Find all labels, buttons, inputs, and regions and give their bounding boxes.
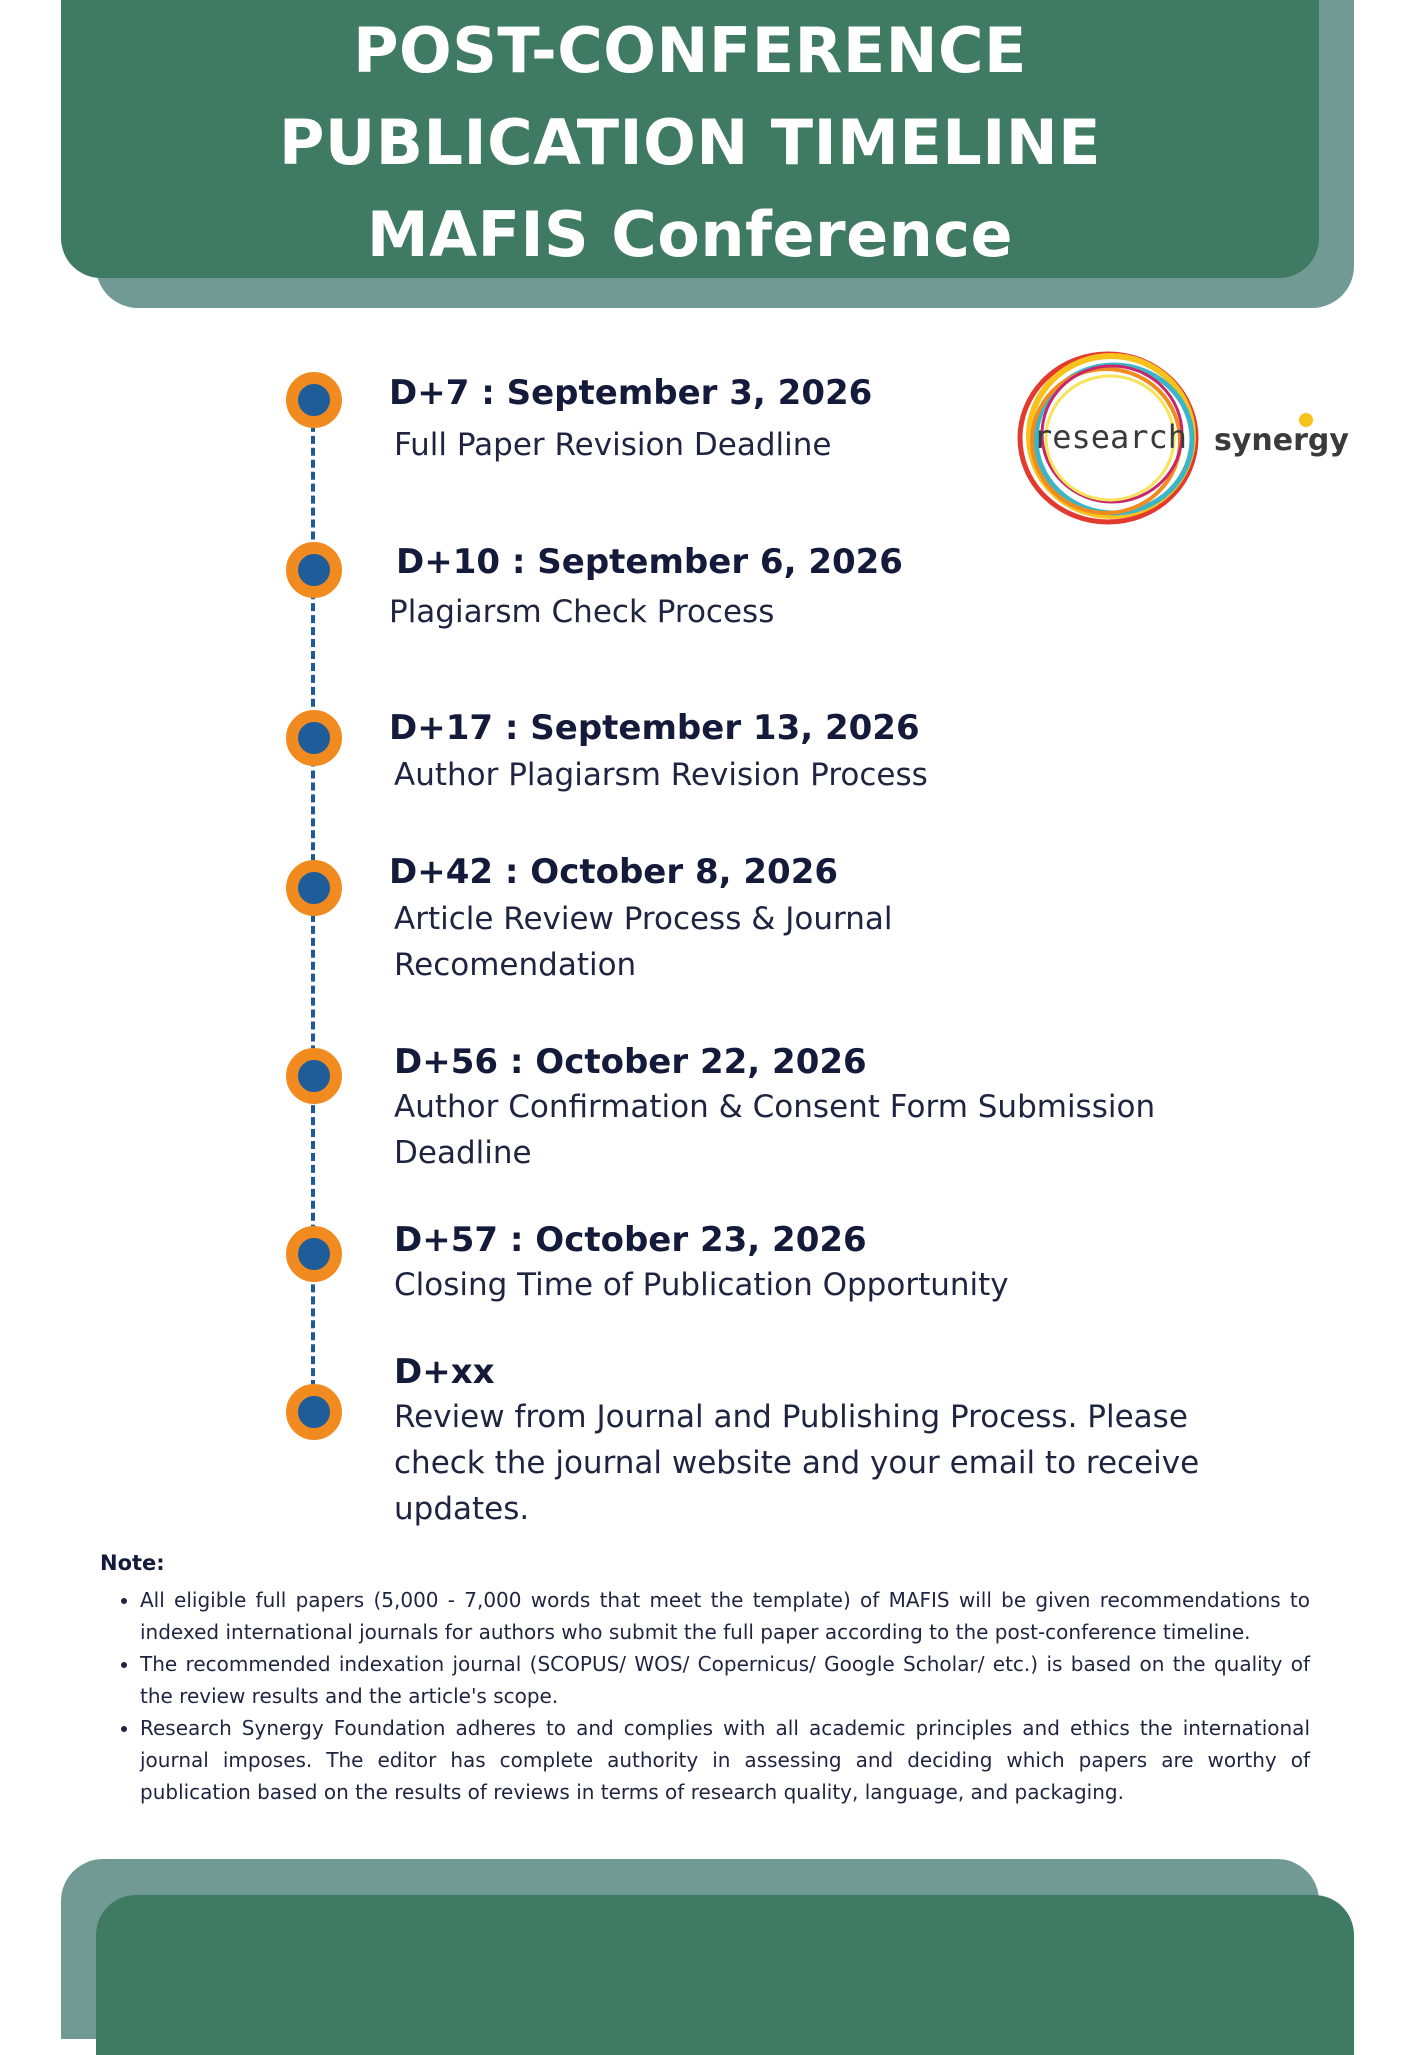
- event-3-date: D+17 : September 13, 2026: [389, 708, 920, 748]
- timeline-marker-7: [286, 1384, 342, 1440]
- event-4-description-line-1: Article Review Process & Journal: [394, 901, 893, 937]
- timeline-marker-4: [286, 860, 342, 916]
- event-5-date: D+56 : October 22, 2026: [394, 1042, 867, 1082]
- event-4-description-line-2: Recomendation: [394, 947, 637, 983]
- timeline-marker-5: [286, 1048, 342, 1104]
- timeline-marker-1: [286, 372, 342, 428]
- logo-word-research: research: [1032, 418, 1188, 456]
- note-item-1: • All eligible full papers (5,000 - 7,000 words that meet the template) of MAFIS will be given recommendations to indexed international journals for authors who submit the full paper according to the post-conference timeline.: [140, 1584, 1310, 1648]
- timeline-marker-3: [286, 710, 342, 766]
- footer-panel: [96, 1895, 1354, 2055]
- event-7-description-line-2: check the journal website and your email to receive: [394, 1445, 1200, 1481]
- research-synergy-logo: [1010, 344, 1349, 534]
- timeline-marker-2: [286, 542, 342, 598]
- event-5-description-line-1: Author Confirmation & Consent Form Submission: [394, 1089, 1156, 1125]
- event-1-date: D+7 : September 3, 2026: [389, 373, 873, 413]
- event-3-description: Author Plagiarsm Revision Process: [394, 757, 928, 793]
- event-7-date: D+xx: [394, 1352, 495, 1392]
- note-item-3: • Research Synergy Foundation adheres to and complies with all academic principles and ethics the international journal imposes. The editor has complete authority in assessing and deciding which papers are worthy of publication based on the results of reviews in terms of research quality, language, and packaging.: [140, 1712, 1310, 1808]
- logo-rings-icon: [1010, 344, 1349, 534]
- event-4-date: D+42 : October 8, 2026: [389, 852, 839, 892]
- header-title-line-2: PUBLICATION TIMELINE: [278, 106, 1102, 179]
- header-title-line-3: MAFIS Conference: [366, 198, 1014, 271]
- header-title-line-1: POST-CONFERENCE: [353, 14, 1027, 87]
- logo-word-synergy: synergy: [1214, 423, 1349, 458]
- timeline-marker-6: [286, 1226, 342, 1282]
- event-7-description-line-1: Review from Journal and Publishing Process. Please: [394, 1399, 1188, 1435]
- note-title: Note:: [100, 1551, 165, 1575]
- event-6-date: D+57 : October 23, 2026: [394, 1220, 867, 1260]
- note-list: [112, 1584, 1310, 1808]
- event-6-description: Closing Time of Publication Opportunity: [394, 1267, 1009, 1303]
- event-5-description-line-2: Deadline: [394, 1135, 532, 1171]
- note-item-2: • The recommended indexation journal (SCOPUS/ WOS/ Copernicus/ Google Scholar/ etc.) is based on the quality of the review results and the article's scope.: [140, 1648, 1310, 1712]
- event-2-date: D+10 : September 6, 2026: [396, 542, 903, 582]
- event-1-description: Full Paper Revision Deadline: [394, 427, 832, 463]
- event-2-description: Plagiarsm Check Process: [389, 594, 775, 630]
- event-7-description-line-3: updates.: [394, 1491, 530, 1527]
